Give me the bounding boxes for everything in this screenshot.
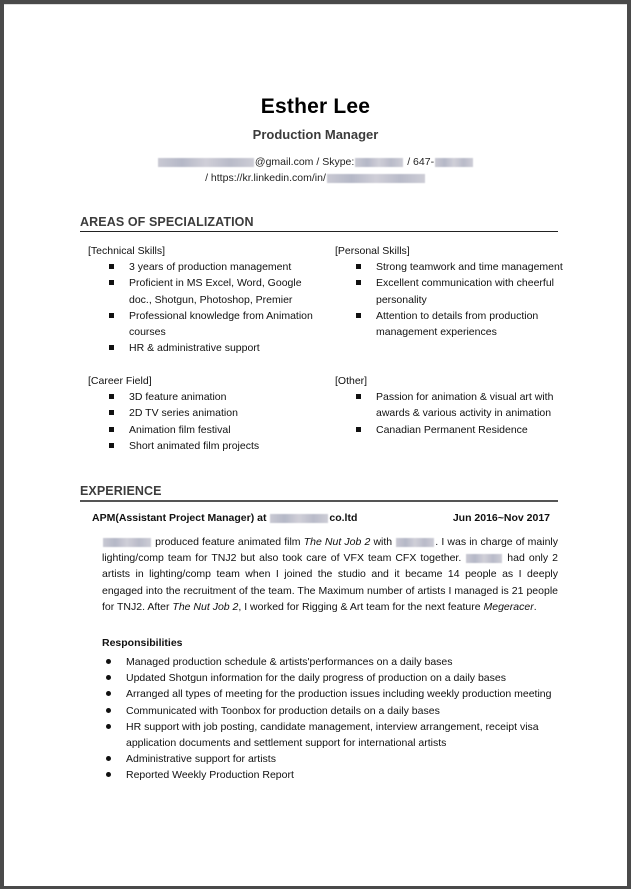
redacted-partner (396, 538, 434, 547)
career-field-block (88, 373, 314, 454)
list-item: Canadian Permanent Residence (335, 422, 565, 438)
skype-label: / Skype: (313, 156, 355, 168)
technical-skills-block (88, 243, 314, 356)
responsibilities-list (102, 654, 558, 784)
list-item: 3D feature animation (88, 389, 314, 405)
job-header (92, 512, 550, 524)
category-label: [Technical Skills] (88, 245, 166, 257)
job-role-text: APM(Assistant Project Manager) at (92, 512, 270, 524)
section-title: EXPERIENCE (80, 484, 166, 498)
responsibilities-block (102, 654, 558, 784)
phone-prefix: / 647- (404, 156, 435, 168)
other-list (335, 389, 565, 438)
list-item: HR support with job posting, candidate management, interview arrangement, receipt visa application documents and settlement support for international artists (102, 719, 558, 751)
resume-page (4, 4, 627, 886)
job-description (102, 534, 558, 615)
list-item: Attention to details from production management experiences (335, 308, 565, 340)
contact-info (4, 154, 627, 186)
desc-text: , I worked for Rigging & Art team for the next feature (238, 600, 484, 613)
contact-line-1 (4, 154, 627, 170)
redacted-company (270, 514, 328, 523)
list-item: Communicated with Toonbox for production details on a daily bases (102, 703, 558, 719)
category-label: [Personal Skills] (335, 245, 410, 257)
other-block (335, 373, 565, 438)
desc-text: with (370, 536, 396, 548)
list-item: Arranged all types of meeting for the production issues including weekly production meeting (102, 686, 558, 702)
film-title: The Nut Job 2 (172, 600, 239, 613)
contact-line-2 (4, 170, 627, 186)
film-title: Megeracer (483, 600, 534, 613)
job-role (92, 512, 357, 524)
list-item: Passion for animation & visual art with awards & various activity in animation (335, 389, 565, 421)
company-suffix: co.ltd (329, 512, 358, 524)
list-item: Proficient in MS Excel, Word, Google doc., Shotgun, Photoshop, Premier (88, 275, 314, 307)
job-dates: Jun 2016~Nov 2017 (452, 512, 550, 524)
redacted-company (103, 538, 151, 547)
section-heading-specialization (80, 215, 558, 232)
linkedin-url[interactable]: / https://kr.linkedin.com/in/ (205, 172, 326, 184)
technical-skills-list (88, 259, 314, 356)
list-item: Professional knowledge from Animation courses (88, 308, 314, 340)
list-item: 2D TV series animation (88, 405, 314, 421)
list-item: Managed production schedule & artists'performances on a daily bases (102, 654, 558, 670)
list-item: Excellent communication with cheerful personality (335, 275, 565, 307)
category-label: [Career Field] (88, 375, 152, 387)
email-domain: @gmail.com (254, 156, 314, 168)
career-field-list (88, 389, 314, 454)
personal-skills-list (335, 259, 565, 340)
list-item: 3 years of production management (88, 259, 314, 275)
redacted-skype-id (355, 158, 403, 167)
desc-text: . (533, 600, 537, 613)
personal-skills-block (335, 243, 565, 340)
section-heading-experience (80, 484, 558, 502)
desc-text: . I was in charge of mainly lighting/comp team for TNJ2 but also took care of VFX team CFX together. (102, 536, 558, 565)
responsibilities-heading: Responsibilities (102, 637, 183, 649)
list-item: Short animated film projects (88, 438, 314, 454)
redacted-company (466, 554, 502, 563)
redacted-linkedin-handle (327, 174, 425, 183)
desc-text: produced feature animated film (152, 536, 304, 548)
candidate-title: Production Manager (252, 127, 379, 142)
list-item: Updated Shotgun information for the daily progress of production on a daily bases (102, 670, 558, 686)
list-item: HR & administrative support (88, 340, 314, 356)
desc-text: had only 2 artists in lighting/comp team when I joined the studio and it became 14 people as I deeply engaged into the recruitment of the team. The Maximum number of artists I managed is 21 people for TNJ2. After (102, 552, 558, 613)
redacted-email-user (158, 158, 254, 167)
list-item: Reported Weekly Production Report (102, 767, 558, 783)
list-item: Animation film festival (88, 422, 314, 438)
category-label: [Other] (335, 375, 368, 387)
list-item: Administrative support for artists (102, 751, 558, 767)
film-title: The Nut Job 2 (303, 536, 371, 548)
redacted-phone (435, 158, 473, 167)
section-title: AREAS OF SPECIALIZATION (80, 215, 258, 229)
list-item: Strong teamwork and time management (335, 259, 565, 275)
candidate-name: Esther Lee (260, 95, 371, 118)
